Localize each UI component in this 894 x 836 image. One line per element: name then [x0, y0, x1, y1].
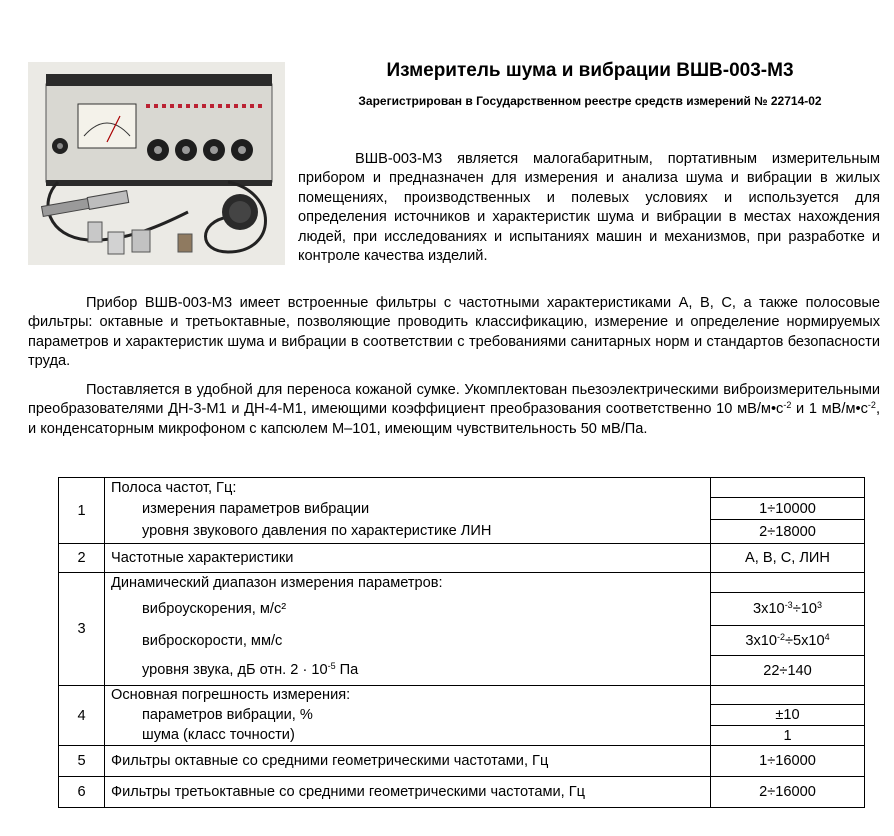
row-value	[711, 593, 865, 626]
row-label: измерения параметров вибрации	[105, 498, 711, 520]
row-label: параметров вибрации, %	[105, 705, 711, 726]
filters-paragraph: Прибор ВШВ-003-М3 имеет встроенные фильтры с частотными характеристиками A, B, C, а также полосовые фильтры: октавные и третьоктавные, позволяющие проводить классификацию, измерение и определение нормируемых параметров и характеристик шума и вибрации в соответствии с требованиями санитарных норм и стандартов безопасности труда.	[28, 295, 880, 370]
table-row	[59, 498, 865, 520]
table-row	[59, 626, 865, 656]
value-mid: ÷5х10	[785, 632, 825, 649]
row-value: 1÷16000	[711, 746, 865, 777]
row-value-empty	[711, 573, 865, 593]
row-heading: Полоса частот, Гц:	[105, 478, 711, 498]
label-text: Па	[335, 662, 359, 679]
table-row	[59, 544, 865, 573]
row-value: 2÷18000	[711, 520, 865, 544]
row-label: Фильтры третьоктавные со средними геометрическими частотами, Гц	[105, 777, 711, 808]
row-heading: Основная погрешность измерения:	[105, 686, 711, 705]
value-exp: 4	[824, 631, 830, 642]
table-row	[59, 573, 865, 593]
table-row	[59, 777, 865, 808]
row-label: Частотные характеристики	[105, 544, 711, 573]
row-number: 5	[59, 746, 105, 777]
table-row	[59, 593, 865, 626]
table-row	[59, 686, 865, 705]
row-value: ±10	[711, 705, 865, 726]
spec-table	[58, 477, 865, 808]
table-row	[59, 656, 865, 686]
row-value-empty	[711, 478, 865, 498]
page-title: Измеритель шума и вибрации ВШВ-003-М3	[386, 60, 794, 81]
table-row	[59, 726, 865, 746]
row-number: 1	[59, 478, 105, 544]
table-row	[59, 520, 865, 544]
row-heading: Динамический диапазон измерения параметров:	[105, 573, 711, 593]
row-value	[711, 626, 865, 656]
row-value: 1÷10000	[711, 498, 865, 520]
value-base: 3х10	[745, 632, 777, 649]
table-row	[59, 746, 865, 777]
row-label: шума (класс точности)	[105, 726, 711, 746]
row-value: 1	[711, 726, 865, 746]
row-label: виброскорости, мм/с	[105, 626, 711, 656]
value-exp: -2	[776, 631, 785, 642]
row-value-empty	[711, 686, 865, 705]
row-label: уровня звукового давления по характеристике ЛИН	[105, 520, 711, 544]
delivery-text-1: Поставляется в удобной для переноса кожаной сумке. Укомплектован пьезоэлектрическими виброизмерительными преобразователями ДН-3-М1 и ДН-4-М1, имеющими коэффициент преобразования соответственно 10 мВ/м•с	[28, 382, 880, 418]
delivery-sup-1: -2	[783, 400, 792, 411]
delivery-text-2: и 1 мВ/м•с	[791, 401, 868, 418]
value-mid: ÷10	[792, 601, 817, 617]
row-label: виброускорения, м/с²	[105, 593, 711, 626]
row-number: 2	[59, 544, 105, 573]
label-exp: -5	[327, 661, 336, 672]
row-value: 2÷16000	[711, 777, 865, 808]
registry-subtitle: Зарегистрирован в Государственном реестре средств измерений № 22714-02	[358, 94, 822, 108]
row-value: 22÷140	[711, 656, 865, 686]
label-text: уровня звука, дБ отн. 2 · 10	[142, 662, 328, 679]
product-photo	[28, 62, 285, 265]
row-label: Фильтры октавные со средними геометрическими частотами, Гц	[105, 746, 711, 777]
value-base: 3х10	[753, 601, 785, 617]
delivery-sup-2: -2	[867, 400, 876, 411]
row-number: 4	[59, 686, 105, 746]
row-label	[105, 656, 711, 686]
value-exp: -3	[784, 600, 793, 610]
delivery-paragraph	[28, 381, 880, 439]
value-exp: 3	[816, 600, 822, 610]
row-number: 6	[59, 777, 105, 808]
row-value: A, B, C, ЛИН	[711, 544, 865, 573]
table-row	[59, 705, 865, 726]
intro-paragraph: ВШВ-003-М3 является малогабаритным, портативным измерительным прибором и предназначен для измерения и анализа шума и вибрации в жилых помещениях, производственных и полевых условиях и используется для определения источников и характеристик шума и вибрации в местах нахождения людей, при исследованиях и испытаниях машин и механизмов, при разработке и контроле качества изделий.	[298, 151, 880, 265]
table-row	[59, 478, 865, 498]
row-number: 3	[59, 573, 105, 686]
delivery-text-3: , и конденсаторным микрофоном с капсюлем М–101, имеющим чувствительность 50 мВ/Па.	[28, 401, 880, 437]
